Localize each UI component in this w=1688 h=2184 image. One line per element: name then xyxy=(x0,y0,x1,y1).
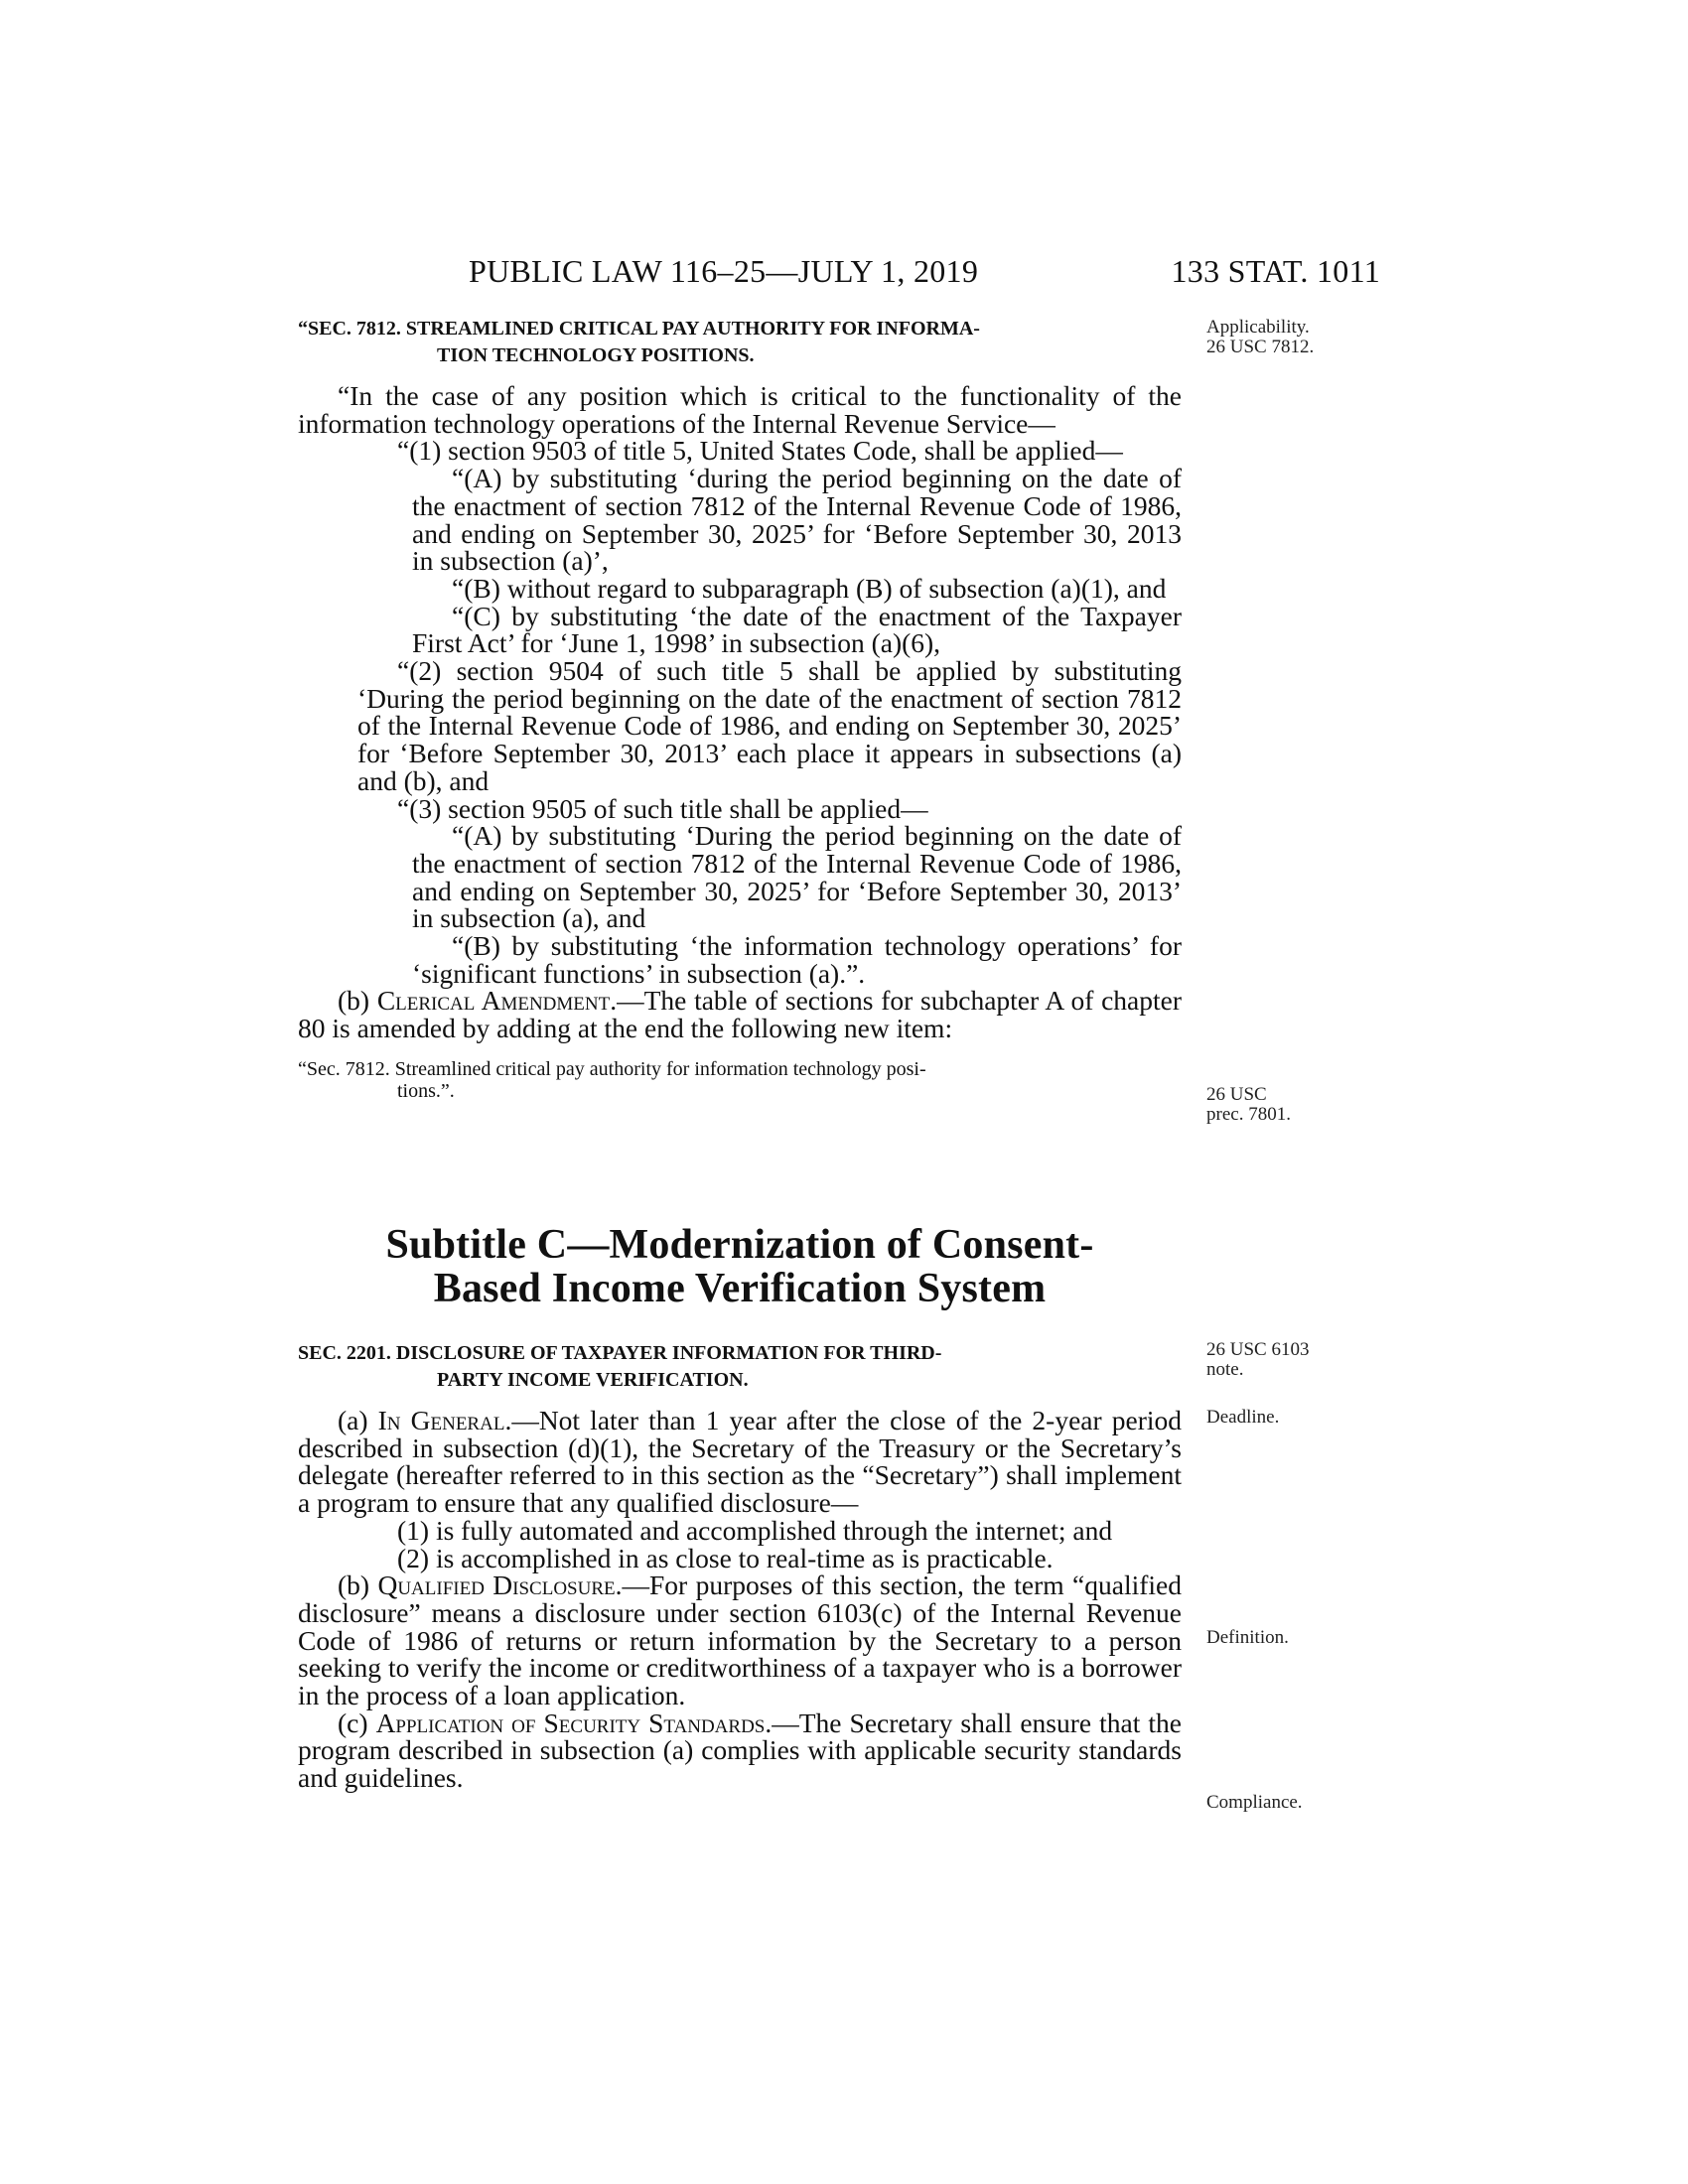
clerical-amendment-heading: Clerical Amendment xyxy=(376,985,611,1017)
subsection-a-heading: In General xyxy=(377,1405,505,1435)
margin-note-6103: 26 USC 6103 note. xyxy=(1206,1339,1310,1380)
margin-note-prec-7801: 26 USC prec. 7801. xyxy=(1206,1084,1291,1125)
sec-7812-heading: “SEC. 7812. STREAMLINED CRITICAL PAY AUTHORITY FOR INFORMA- TION TECHNOLOGY POSITIONS. xyxy=(298,318,980,366)
public-law-date: PUBLIC LAW 116–25—JULY 1, 2019 xyxy=(469,253,979,289)
margin-note-applicability: Applicability. 26 USC 7812. xyxy=(1206,317,1315,357)
sec-7812-para-3: “(3) section 9505 of such title shall be applied— xyxy=(397,792,928,824)
sec-7812-para-3B: “(B) by substituting ‘the information technology operations’ for ‘significant functions’ in subsection (a).”. xyxy=(412,930,1182,989)
sec-7812-intro: “In the case of any position which is critical to the functionality of the information technology operations of the Internal Revenue Service— xyxy=(298,380,1182,439)
subsection-b-heading: Qualified Disclosure xyxy=(377,1570,616,1601)
sec-2201 xyxy=(298,1340,1182,1792)
sec-7812-para-1B: “(B) without regard to subparagraph (B) of subsection (a)(1), and xyxy=(452,572,1167,604)
sec-2201-heading: SEC. 2201. DISCLOSURE OF TAXPAYER INFORMATION FOR THIRD- PARTY INCOME VERIFICATION. xyxy=(298,1342,942,1391)
subsection-b: (b) Qualified Disclosure.—For purposes of this section, the term “qualified disclosure” means a disclosure under section 6103(c) of the Internal Revenue Code of 1986 of returns or return information by the Secretary to a person seeking to verify the income or creditworthiness of a taxpayer who is a borrower in the process of a loan application. xyxy=(298,1570,1182,1711)
statute-page-number: 133 STAT. 1011 xyxy=(1171,253,1380,289)
sec-7812-para-1: “(1) section 9503 of title 5, United States Code, shall be applied— xyxy=(397,435,1123,467)
margin-note-deadline: Deadline. xyxy=(1206,1407,1280,1428)
sec-7812-para-1A: “(A) by substituting ‘during the period beginning on the date of the enactment of section 7812 of the Internal Revenue Code of 1986, and ending on September 30, 2025’ for ‘Before September 30, 2013 in subsection (a)’, xyxy=(412,463,1182,577)
margin-note-definition: Definition. xyxy=(1206,1627,1289,1648)
clerical-amendment: (b) Clerical Amendment.—The table of sections for subchapter A of chapter 80 is amended by adding at the end the following new item: xyxy=(298,985,1182,1044)
sec-7812-para-1C: “(C) by substituting ‘the date of the enactment of the Taxpayer First Act’ for ‘June 1, 1998’ in subsection (a)(6), xyxy=(412,600,1182,659)
subsection-c-heading: Application of Security Standards xyxy=(375,1706,766,1738)
subsection-a-para-2: (2) is accomplished in as close to real-time as is practicable. xyxy=(397,1542,1054,1573)
margin-note-compliance: Compliance. xyxy=(1206,1792,1303,1813)
subsection-a: (a) In General.—Not later than 1 year after the close of the 2-year period described in subsection (d)(1), the Secretary of the Treasury or the Secretary’s delegate (hereafter referred to in this section as the “Secretary”) shall implement a program to ensure that any qualified disclosure— xyxy=(298,1405,1183,1519)
sec-7812 xyxy=(298,316,1182,1102)
table-of-sections-item: “Sec. 7812. Streamlined critical pay authority for information technology posi- tions.”. xyxy=(298,1057,926,1102)
subsection-c: (c) Application of Security Standards.—The Secretary shall ensure that the program described in subsection (a) complies with applicable security standards and guidelines. xyxy=(298,1706,1182,1794)
subtitle-c-heading: Subtitle C—Modernization of Consent- Based Income Verification System xyxy=(385,1222,1094,1311)
subsection-a-para-1: (1) is fully automated and accomplished through the internet; and xyxy=(397,1514,1113,1546)
sec-7812-para-3A: “(A) by substituting ‘During the period beginning on the date of the enactment of section 7812 of the Internal Revenue Code of 1986, and ending on September 30, 2025’ for ‘Before September 30, 2013’ in subsection (a), and xyxy=(412,820,1182,934)
sec-7812-para-2: “(2) section 9504 of such title 5 shall be applied by substituting ‘During the period beginning on the date of the enactment of section 7812 of the Internal Revenue Code of 1986, and ending on September 30, 2025’ for ‘Before September 30, 2013’ each place it appears in subsections (a) and (b), and xyxy=(357,655,1182,796)
running-header xyxy=(298,253,1380,293)
